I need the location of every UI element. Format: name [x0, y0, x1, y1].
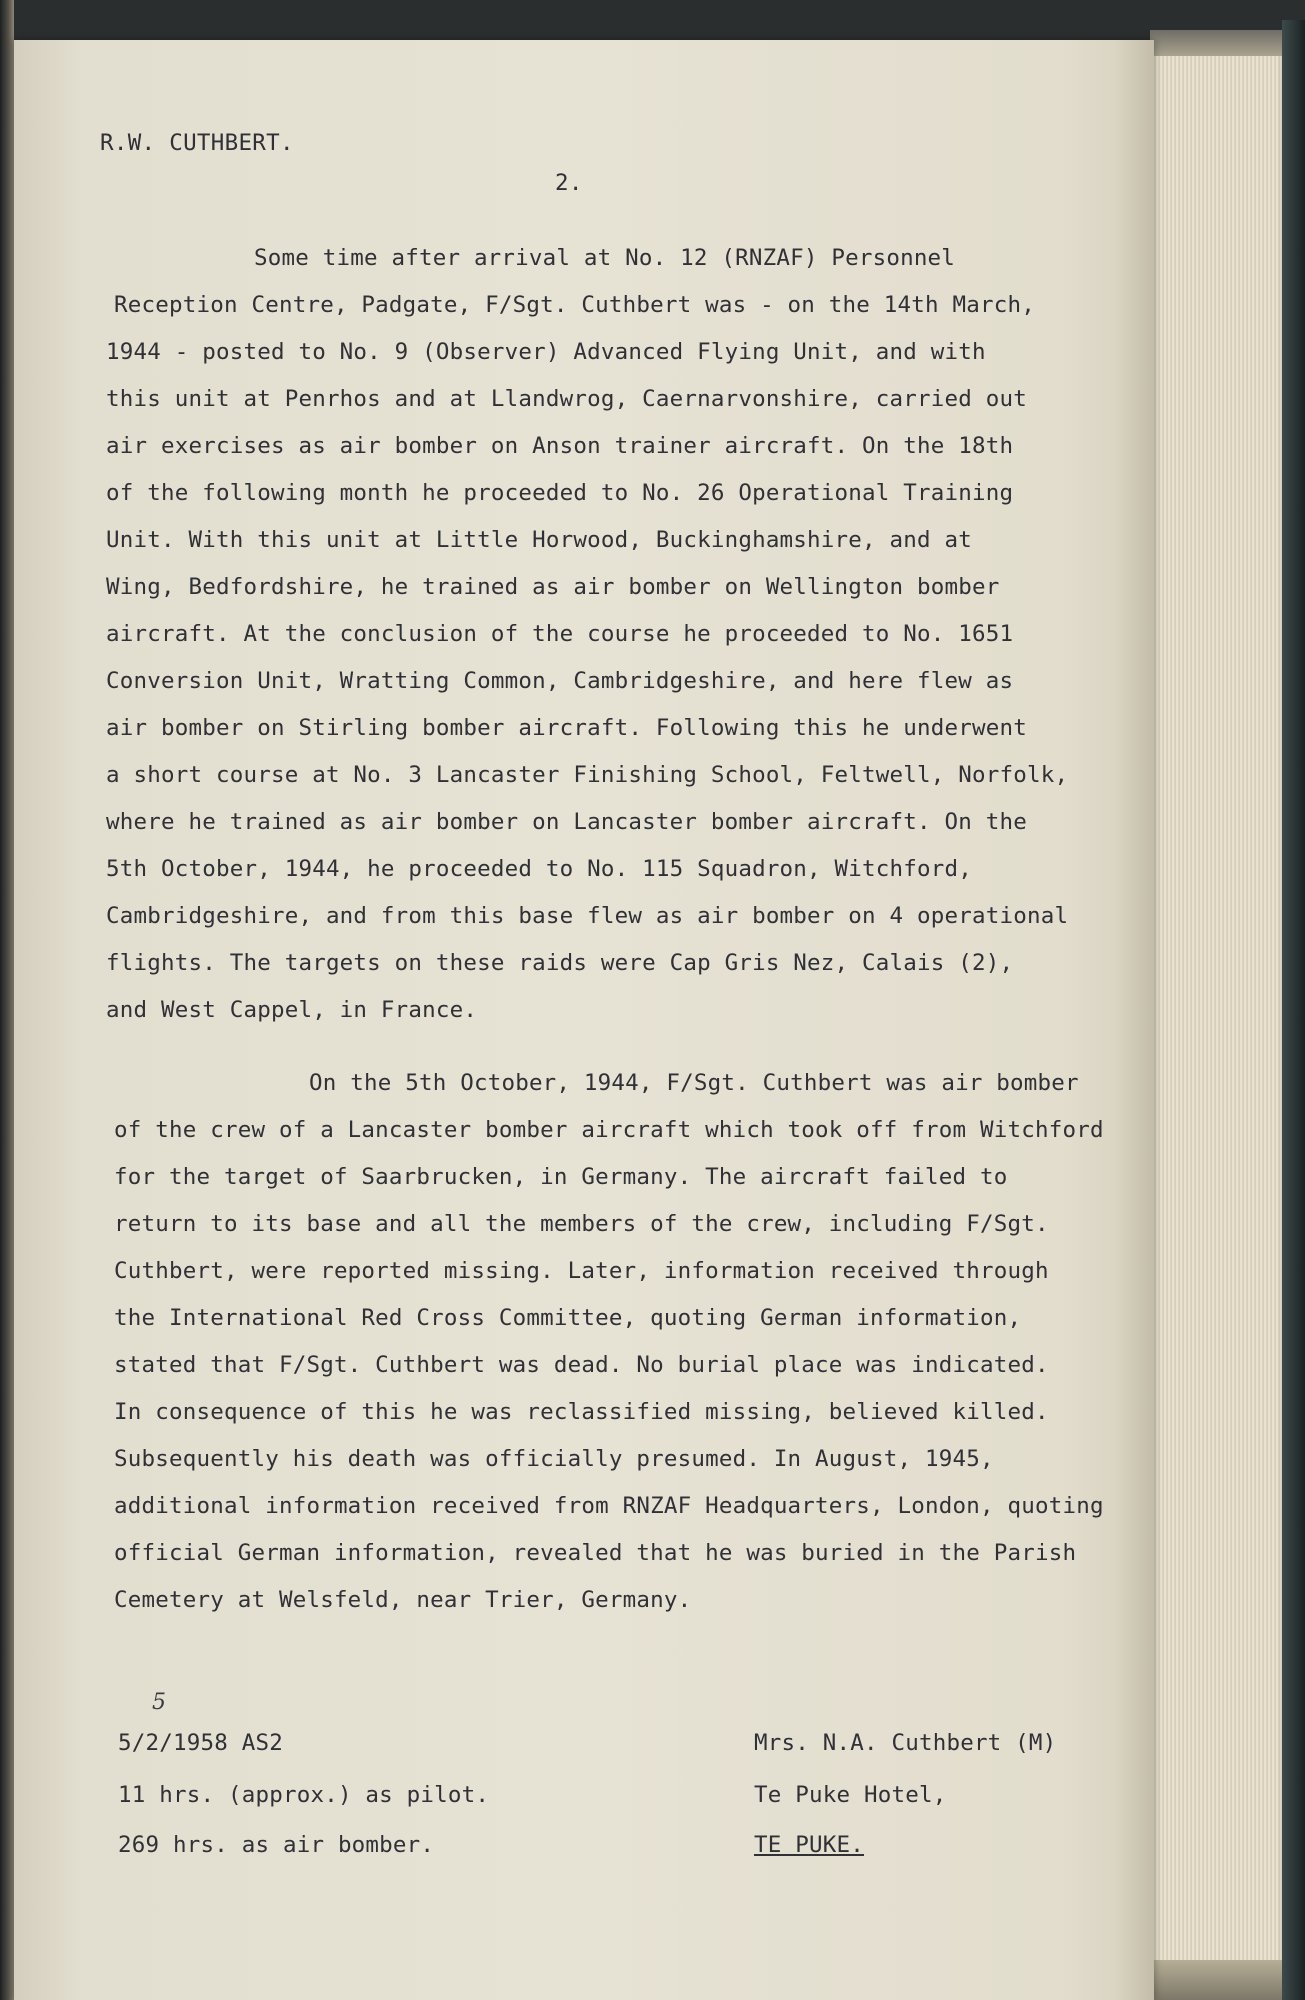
- book-page-stack-top: [1150, 30, 1282, 56]
- text-line: where he trained as air bomber on Lancaster bomber aircraft. On the: [106, 809, 1027, 835]
- document-page: [14, 40, 1154, 2000]
- text-line: return to its base and all the members of the crew, including F/Sgt.: [114, 1211, 1049, 1237]
- text-line: Conversion Unit, Wratting Common, Cambridgeshire, and here flew as: [106, 668, 1014, 694]
- text-line: Subsequently his death was officially presumed. In August, 1945,: [114, 1446, 994, 1472]
- text-line: of the crew of a Lancaster bomber aircraft which took off from Witchford: [114, 1117, 1104, 1143]
- text-line: Some time after arrival at No. 12 (RNZAF) Personnel: [254, 245, 956, 271]
- book-page-stack-bottom: [1150, 1960, 1282, 2000]
- text-line: official German information, revealed that he was buried in the Parish: [114, 1540, 1077, 1566]
- text-line: Wing, Bedfordshire, he trained as air bomber on Wellington bomber: [106, 574, 1000, 600]
- header-name: R.W. CUTHBERT.: [100, 130, 294, 156]
- page-shadow: [1114, 40, 1154, 2000]
- text-line: 1944 - posted to No. 9 (Observer) Advanced Flying Unit, and with: [106, 339, 986, 365]
- text-line: On the 5th October, 1944, F/Sgt. Cuthbert was air bomber: [309, 1070, 1079, 1096]
- text-line: aircraft. At the conclusion of the course he proceeded to No. 1651: [106, 621, 1014, 647]
- text-line: Unit. With this unit at Little Horwood, Buckinghamshire, and at: [106, 527, 973, 553]
- text-line: stated that F/Sgt. Cuthbert was dead. No burial place was indicated.: [114, 1352, 1049, 1378]
- book-page-stack: [1150, 30, 1287, 1985]
- text-line: a short course at No. 3 Lancaster Finishing School, Feltwell, Norfolk,: [106, 762, 1069, 788]
- text-line: and West Cappel, in France.: [106, 997, 478, 1023]
- text-line: air bomber on Stirling bomber aircraft. Following this he underwent: [106, 715, 1027, 741]
- text-line: Cemetery at Welsfeld, near Trier, Germany.: [114, 1587, 692, 1613]
- text-line: In consequence of this he was reclassified missing, believed killed.: [114, 1399, 1049, 1425]
- next-of-kin-address-line-1: Te Puke Hotel,: [754, 1782, 947, 1808]
- text-line: air exercises as air bomber on Anson trainer aircraft. On the 18th: [106, 433, 1014, 459]
- text-line: of the following month he proceeded to No. 26 Operational Training: [106, 480, 1014, 506]
- footer-bomber-hours: 269 hrs. as air bomber.: [118, 1832, 435, 1858]
- page-number: 2.: [555, 170, 583, 196]
- text-line: this unit at Penrhos and at Llandwrog, Caernarvonshire, carried out: [106, 386, 1027, 412]
- text-line: Cuthbert, were reported missing. Later, information received through: [114, 1258, 1049, 1284]
- footer-pilot-hours: 11 hrs. (approx.) as pilot.: [118, 1782, 490, 1808]
- text-line: Cambridgeshire, and from this base flew as air bomber on 4 operational: [106, 903, 1069, 929]
- next-of-kin-name: Mrs. N.A. Cuthbert (M): [754, 1730, 1057, 1756]
- next-of-kin-address-line-2: TE PUKE.: [754, 1832, 864, 1858]
- text-line: for the target of Saarbrucken, in Germany. The aircraft failed to: [114, 1164, 1008, 1190]
- handwritten-correction: 5: [152, 1690, 167, 1715]
- text-line: the International Red Cross Committee, quoting German information,: [114, 1305, 1022, 1331]
- text-line: additional information received from RNZAF Headquarters, London, quoting: [114, 1493, 1104, 1519]
- text-line: 5th October, 1944, he proceeded to No. 115 Squadron, Witchford,: [106, 856, 973, 882]
- footer-date-reference: 5/2/1958 AS2: [118, 1730, 283, 1756]
- facing-page-edge: [0, 0, 14, 2000]
- book-binding: [1282, 20, 1305, 2000]
- text-line: flights. The targets on these raids were Cap Gris Nez, Calais (2),: [106, 950, 1014, 976]
- text-line: Reception Centre, Padgate, F/Sgt. Cuthbert was - on the 14th March,: [114, 292, 1035, 318]
